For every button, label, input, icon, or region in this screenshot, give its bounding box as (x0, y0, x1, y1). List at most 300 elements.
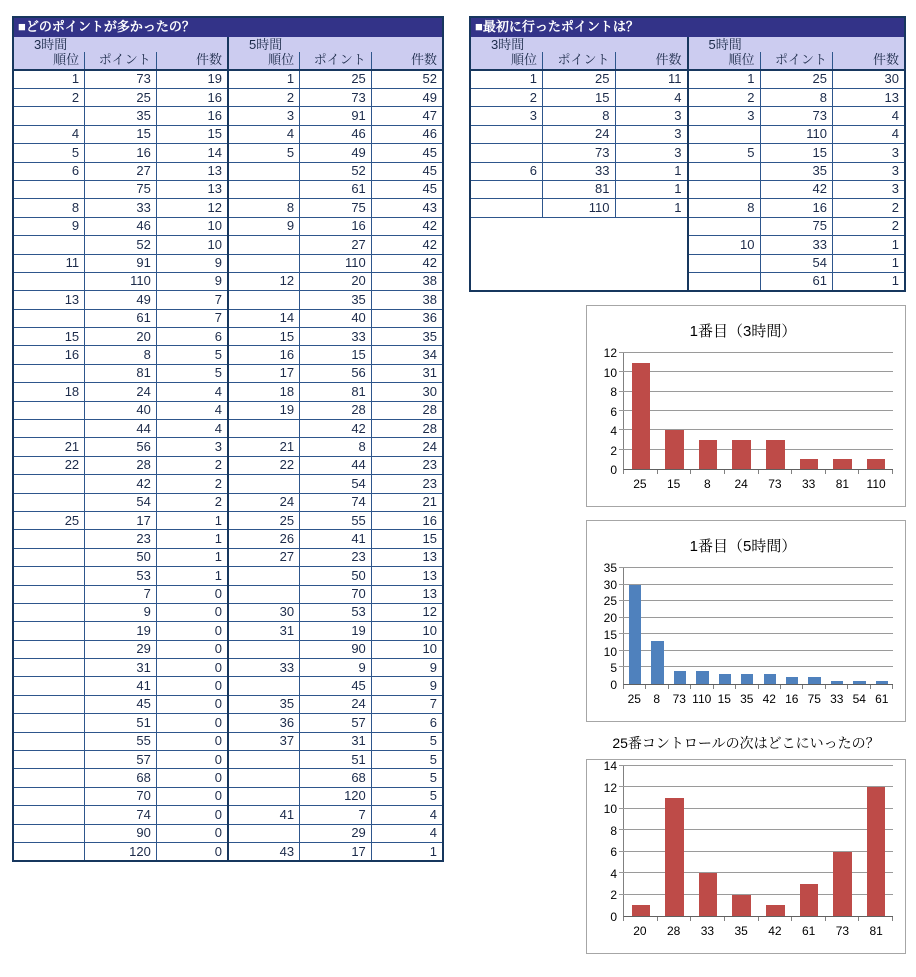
bar-slot (803, 568, 825, 684)
table-row (13, 107, 443, 125)
table-row (13, 585, 443, 603)
cell: 8 (228, 199, 300, 217)
cell: 12 (371, 603, 443, 621)
cell: 46 (85, 217, 157, 235)
cell: 42 (300, 420, 372, 438)
x-axis-labels (623, 474, 893, 496)
cell: 5 (371, 769, 443, 787)
cell: 81 (543, 180, 616, 198)
cell: 13 (371, 548, 443, 566)
cell: 27 (85, 162, 157, 180)
cell: 16 (300, 217, 372, 235)
x-axis-label: 16 (785, 692, 799, 706)
cell: 31 (85, 659, 157, 677)
bar-slot (691, 766, 725, 916)
x-axis-labels (623, 689, 893, 711)
cell (13, 585, 85, 603)
cell: 10 (688, 236, 761, 254)
cell: 45 (371, 144, 443, 162)
bar-slot (759, 568, 781, 684)
cell: 46 (371, 125, 443, 143)
cell: 21 (228, 438, 300, 456)
y-axis-label: 2 (610, 443, 617, 458)
cell: 110 (300, 254, 372, 272)
cell (228, 640, 300, 658)
bar-slot (714, 568, 736, 684)
table-row (13, 714, 443, 732)
cell: 1 (615, 162, 688, 180)
cell: 31 (228, 622, 300, 640)
cell: 53 (300, 603, 372, 621)
bar-slot (826, 568, 848, 684)
table-row (13, 677, 443, 695)
cell: 9 (371, 677, 443, 695)
y-axis-label: 6 (610, 404, 617, 419)
cell: 54 (85, 493, 157, 511)
cell (13, 622, 85, 640)
cell: 27 (228, 548, 300, 566)
plot-area (623, 568, 893, 685)
cell: 0 (156, 622, 228, 640)
cell: 5 (156, 346, 228, 364)
x-axis-label: 42 (768, 924, 782, 938)
bar (808, 677, 820, 684)
chart-first-5hours (586, 520, 906, 722)
table-row (13, 420, 443, 438)
cell: 7 (156, 291, 228, 309)
cell: 0 (156, 714, 228, 732)
table-row (13, 603, 443, 621)
x-axis-label: 33 (830, 692, 844, 706)
cell: 70 (300, 585, 372, 603)
cell: 30 (371, 383, 443, 401)
table-row (13, 328, 443, 346)
cell (228, 787, 300, 805)
cell: 3 (615, 125, 688, 143)
bar (732, 440, 750, 469)
x-axis-label: 24 (734, 477, 748, 491)
cell: 16 (371, 511, 443, 529)
table-row (470, 88, 905, 106)
cell: 13 (833, 88, 906, 106)
cell: 16 (13, 346, 85, 364)
table-row (470, 162, 905, 180)
cell (688, 272, 761, 291)
table-row (470, 199, 905, 217)
cell: 19 (156, 70, 228, 89)
cell: 19 (85, 622, 157, 640)
cell: 12 (228, 272, 300, 290)
bar-slot (725, 766, 759, 916)
cell: 2 (13, 88, 85, 106)
cell (13, 769, 85, 787)
cell: 12 (156, 199, 228, 217)
cell: 19 (300, 622, 372, 640)
cell: 9 (228, 217, 300, 235)
cell: 13 (371, 585, 443, 603)
cell: 90 (85, 824, 157, 842)
cell: 5 (371, 751, 443, 769)
cell: 57 (300, 714, 372, 732)
bar-slot (725, 353, 759, 469)
bar-slot (871, 568, 893, 684)
cell: 38 (371, 291, 443, 309)
table-row (13, 272, 443, 290)
table-row (13, 291, 443, 309)
cell: 3 (688, 107, 761, 125)
plot-column (623, 353, 893, 496)
cell: 45 (371, 162, 443, 180)
y-axis-label: 0 (610, 910, 617, 924)
cell: 9 (85, 603, 157, 621)
table-row (470, 107, 905, 125)
bar (867, 787, 885, 916)
cell: 35 (300, 291, 372, 309)
cell: 5 (371, 787, 443, 805)
x-axis-label: 54 (852, 692, 866, 706)
table-row (13, 787, 443, 805)
cell: 8 (760, 88, 833, 106)
cell: 3 (833, 144, 906, 162)
cell: 4 (615, 88, 688, 106)
cell: 14 (228, 309, 300, 327)
cell: 23 (300, 548, 372, 566)
cell: 1 (833, 254, 906, 272)
column-header-row (13, 52, 443, 69)
table-row (13, 843, 443, 862)
table-title: ■どのポイントが多かったの？ (13, 17, 443, 37)
column-header: 順位 (228, 52, 300, 69)
cell: 6 (156, 328, 228, 346)
cell: 3 (228, 107, 300, 125)
cell: 3 (156, 438, 228, 456)
x-axis-label: 25 (627, 692, 641, 706)
y-axis-label: 8 (610, 823, 617, 838)
table-row (13, 695, 443, 713)
bar-slot (624, 353, 658, 469)
cell: 42 (85, 475, 157, 493)
spreadsheet-table (469, 16, 906, 292)
cell: 68 (85, 769, 157, 787)
cell: 29 (300, 824, 372, 842)
cell: 42 (371, 236, 443, 254)
x-axis-label: 8 (653, 692, 661, 706)
cell: 22 (13, 456, 85, 474)
cell: 9 (371, 659, 443, 677)
x-axis-label: 110 (866, 477, 886, 491)
cell: 28 (371, 420, 443, 438)
x-axis-label: 73 (835, 924, 850, 938)
cell: 5 (228, 144, 300, 162)
cell: 7 (371, 695, 443, 713)
cell: 6 (13, 162, 85, 180)
table-row (13, 751, 443, 769)
cell: 36 (228, 714, 300, 732)
cell: 15 (228, 328, 300, 346)
bar-slot (646, 568, 668, 684)
cell: 1 (615, 180, 688, 198)
cell: 73 (760, 107, 833, 125)
y-axis-label: 20 (603, 611, 617, 626)
y-axis-label: 12 (603, 780, 617, 795)
cell (13, 236, 85, 254)
bar (632, 363, 650, 469)
cell: 24 (85, 383, 157, 401)
bar (853, 681, 865, 684)
cell: 51 (300, 751, 372, 769)
cell: 33 (85, 199, 157, 217)
bar (719, 674, 731, 684)
cell (228, 291, 300, 309)
cell: 5 (371, 732, 443, 750)
cell: 22 (228, 456, 300, 474)
table-row (470, 125, 905, 143)
cell: 16 (156, 107, 228, 125)
cell (13, 603, 85, 621)
x-axis-label: 81 (869, 924, 883, 938)
y-axis-label: 0 (610, 463, 617, 477)
cell (228, 751, 300, 769)
bar-slot (826, 766, 860, 916)
chart-title: 25番コントロールの次はどこにいったの？ (612, 735, 880, 751)
cell (228, 567, 300, 585)
bar (766, 905, 784, 916)
cell: 47 (371, 107, 443, 125)
cell: 44 (300, 456, 372, 474)
cell (13, 787, 85, 805)
column-header: 件数 (615, 52, 688, 69)
cell: 4 (371, 824, 443, 842)
bar-slot (658, 766, 692, 916)
cell: 9 (13, 217, 85, 235)
column-header: 順位 (13, 52, 85, 69)
cell: 120 (300, 787, 372, 805)
cell: 0 (156, 843, 228, 862)
table-row (13, 236, 443, 254)
cell: 18 (228, 383, 300, 401)
cell (13, 824, 85, 842)
cell: 24 (300, 695, 372, 713)
table-row (13, 659, 443, 677)
cell: 10 (156, 217, 228, 235)
x-axis-label: 61 (801, 924, 816, 938)
cell: 25 (543, 70, 616, 89)
bar (632, 905, 650, 916)
bar-slot (792, 766, 826, 916)
spreadsheet-table (12, 16, 444, 862)
cell: 51 (85, 714, 157, 732)
y-axis (593, 561, 623, 692)
column-header-row (470, 52, 905, 69)
cell (13, 180, 85, 198)
cell (13, 677, 85, 695)
x-axis-label: 33 (700, 924, 715, 938)
cell: 0 (156, 824, 228, 842)
cell: 36 (371, 309, 443, 327)
cell: 73 (300, 88, 372, 106)
cell: 0 (156, 677, 228, 695)
bar-slot (691, 353, 725, 469)
y-axis-label: 4 (610, 866, 617, 881)
cell: 45 (300, 677, 372, 695)
cell (688, 180, 761, 198)
y-axis-label: 12 (603, 346, 617, 360)
chart-first-3hours (586, 305, 906, 507)
cell: 1 (228, 70, 300, 89)
cell (13, 420, 85, 438)
cell: 3 (833, 162, 906, 180)
cell: 91 (85, 254, 157, 272)
cell: 15 (371, 530, 443, 548)
bar (665, 430, 683, 469)
cell: 0 (156, 585, 228, 603)
cell: 74 (300, 493, 372, 511)
x-axis-label: 8 (704, 477, 711, 491)
bar (651, 641, 663, 684)
cell: 1 (470, 70, 543, 89)
cell: 23 (371, 456, 443, 474)
table-row (13, 824, 443, 842)
cell: 1 (615, 199, 688, 217)
cell: 18 (13, 383, 85, 401)
cell: 23 (85, 530, 157, 548)
cell: 15 (85, 125, 157, 143)
cell: 81 (300, 383, 372, 401)
y-axis-label: 10 (603, 802, 617, 817)
cell: 4 (833, 125, 906, 143)
cell: 55 (300, 511, 372, 529)
table-row (13, 346, 443, 364)
bar (696, 671, 708, 684)
cell: 0 (156, 751, 228, 769)
cell: 24 (228, 493, 300, 511)
cell: 2 (688, 88, 761, 106)
cell: 19 (228, 401, 300, 419)
cell: 53 (85, 567, 157, 585)
column-header: ポイント (85, 52, 157, 69)
cell: 44 (85, 420, 157, 438)
bar-slot (624, 568, 646, 684)
bar-slot (736, 568, 758, 684)
cell: 91 (300, 107, 372, 125)
table-row (470, 217, 905, 235)
table-row (470, 180, 905, 198)
y-axis-label: 0 (610, 678, 617, 692)
cell: 27 (300, 236, 372, 254)
chart-body (593, 759, 893, 943)
cell: 25 (85, 88, 157, 106)
bar-slot (759, 766, 793, 916)
chart-frame (586, 305, 906, 507)
cell: 5 (156, 364, 228, 382)
cell: 41 (85, 677, 157, 695)
bar (800, 884, 818, 916)
y-axis-label: 15 (603, 627, 617, 642)
table-row (13, 199, 443, 217)
x-axis-label: 28 (666, 924, 681, 938)
cell: 25 (13, 511, 85, 529)
cell: 56 (85, 438, 157, 456)
column-header: 件数 (156, 52, 228, 69)
table-row (13, 640, 443, 658)
x-axis-labels (623, 921, 893, 943)
group-label: 3時間 (13, 37, 228, 52)
cell: 43 (371, 199, 443, 217)
cell: 21 (13, 438, 85, 456)
cell: 15 (760, 144, 833, 162)
x-axis-label: 15 (666, 477, 681, 491)
cell: 90 (300, 640, 372, 658)
x-axis-label: 25 (633, 477, 647, 491)
cell: 35 (228, 695, 300, 713)
cell: 4 (156, 420, 228, 438)
x-axis-label: 75 (807, 692, 821, 706)
cell: 20 (300, 272, 372, 290)
cell: 28 (300, 401, 372, 419)
cell: 2 (228, 88, 300, 106)
cell: 25 (228, 511, 300, 529)
bar-series (624, 568, 893, 684)
cell: 61 (85, 309, 157, 327)
cell (470, 125, 543, 143)
cell: 25 (300, 70, 372, 89)
group-label: 5時間 (688, 37, 906, 52)
cell: 10 (371, 640, 443, 658)
cell (228, 769, 300, 787)
table-title-row (470, 17, 905, 37)
table-row (13, 70, 443, 89)
table-row (13, 364, 443, 382)
column-header: ポイント (543, 52, 616, 69)
cell: 28 (85, 456, 157, 474)
cell: 0 (156, 695, 228, 713)
table-row (470, 144, 905, 162)
cell: 13 (156, 180, 228, 198)
cell (13, 806, 85, 824)
table-row (13, 309, 443, 327)
x-axis-label: 81 (835, 477, 850, 491)
x-axis-label: 73 (672, 692, 686, 706)
cell: 73 (543, 144, 616, 162)
y-axis-label: 5 (610, 661, 617, 676)
cell: 8 (688, 199, 761, 217)
x-axis-label: 20 (633, 924, 647, 938)
cell: 1 (371, 843, 443, 862)
cell: 30 (833, 70, 906, 89)
cell: 68 (300, 769, 372, 787)
y-axis-label: 30 (603, 577, 617, 592)
table-row (13, 180, 443, 198)
cell: 29 (85, 640, 157, 658)
chart-body (593, 561, 893, 711)
cell: 2 (833, 217, 906, 235)
bar (674, 671, 686, 684)
cell (688, 162, 761, 180)
y-axis-label: 14 (603, 759, 617, 773)
cell: 9 (156, 254, 228, 272)
cell: 70 (85, 787, 157, 805)
table-row (13, 401, 443, 419)
cell: 2 (156, 456, 228, 474)
table-row (13, 530, 443, 548)
cell (228, 585, 300, 603)
chart-frame (586, 520, 906, 722)
y-axis-label: 10 (603, 365, 617, 380)
y-axis-label: 2 (610, 888, 617, 903)
cell (228, 475, 300, 493)
bar-slot (792, 353, 826, 469)
cell: 16 (228, 346, 300, 364)
